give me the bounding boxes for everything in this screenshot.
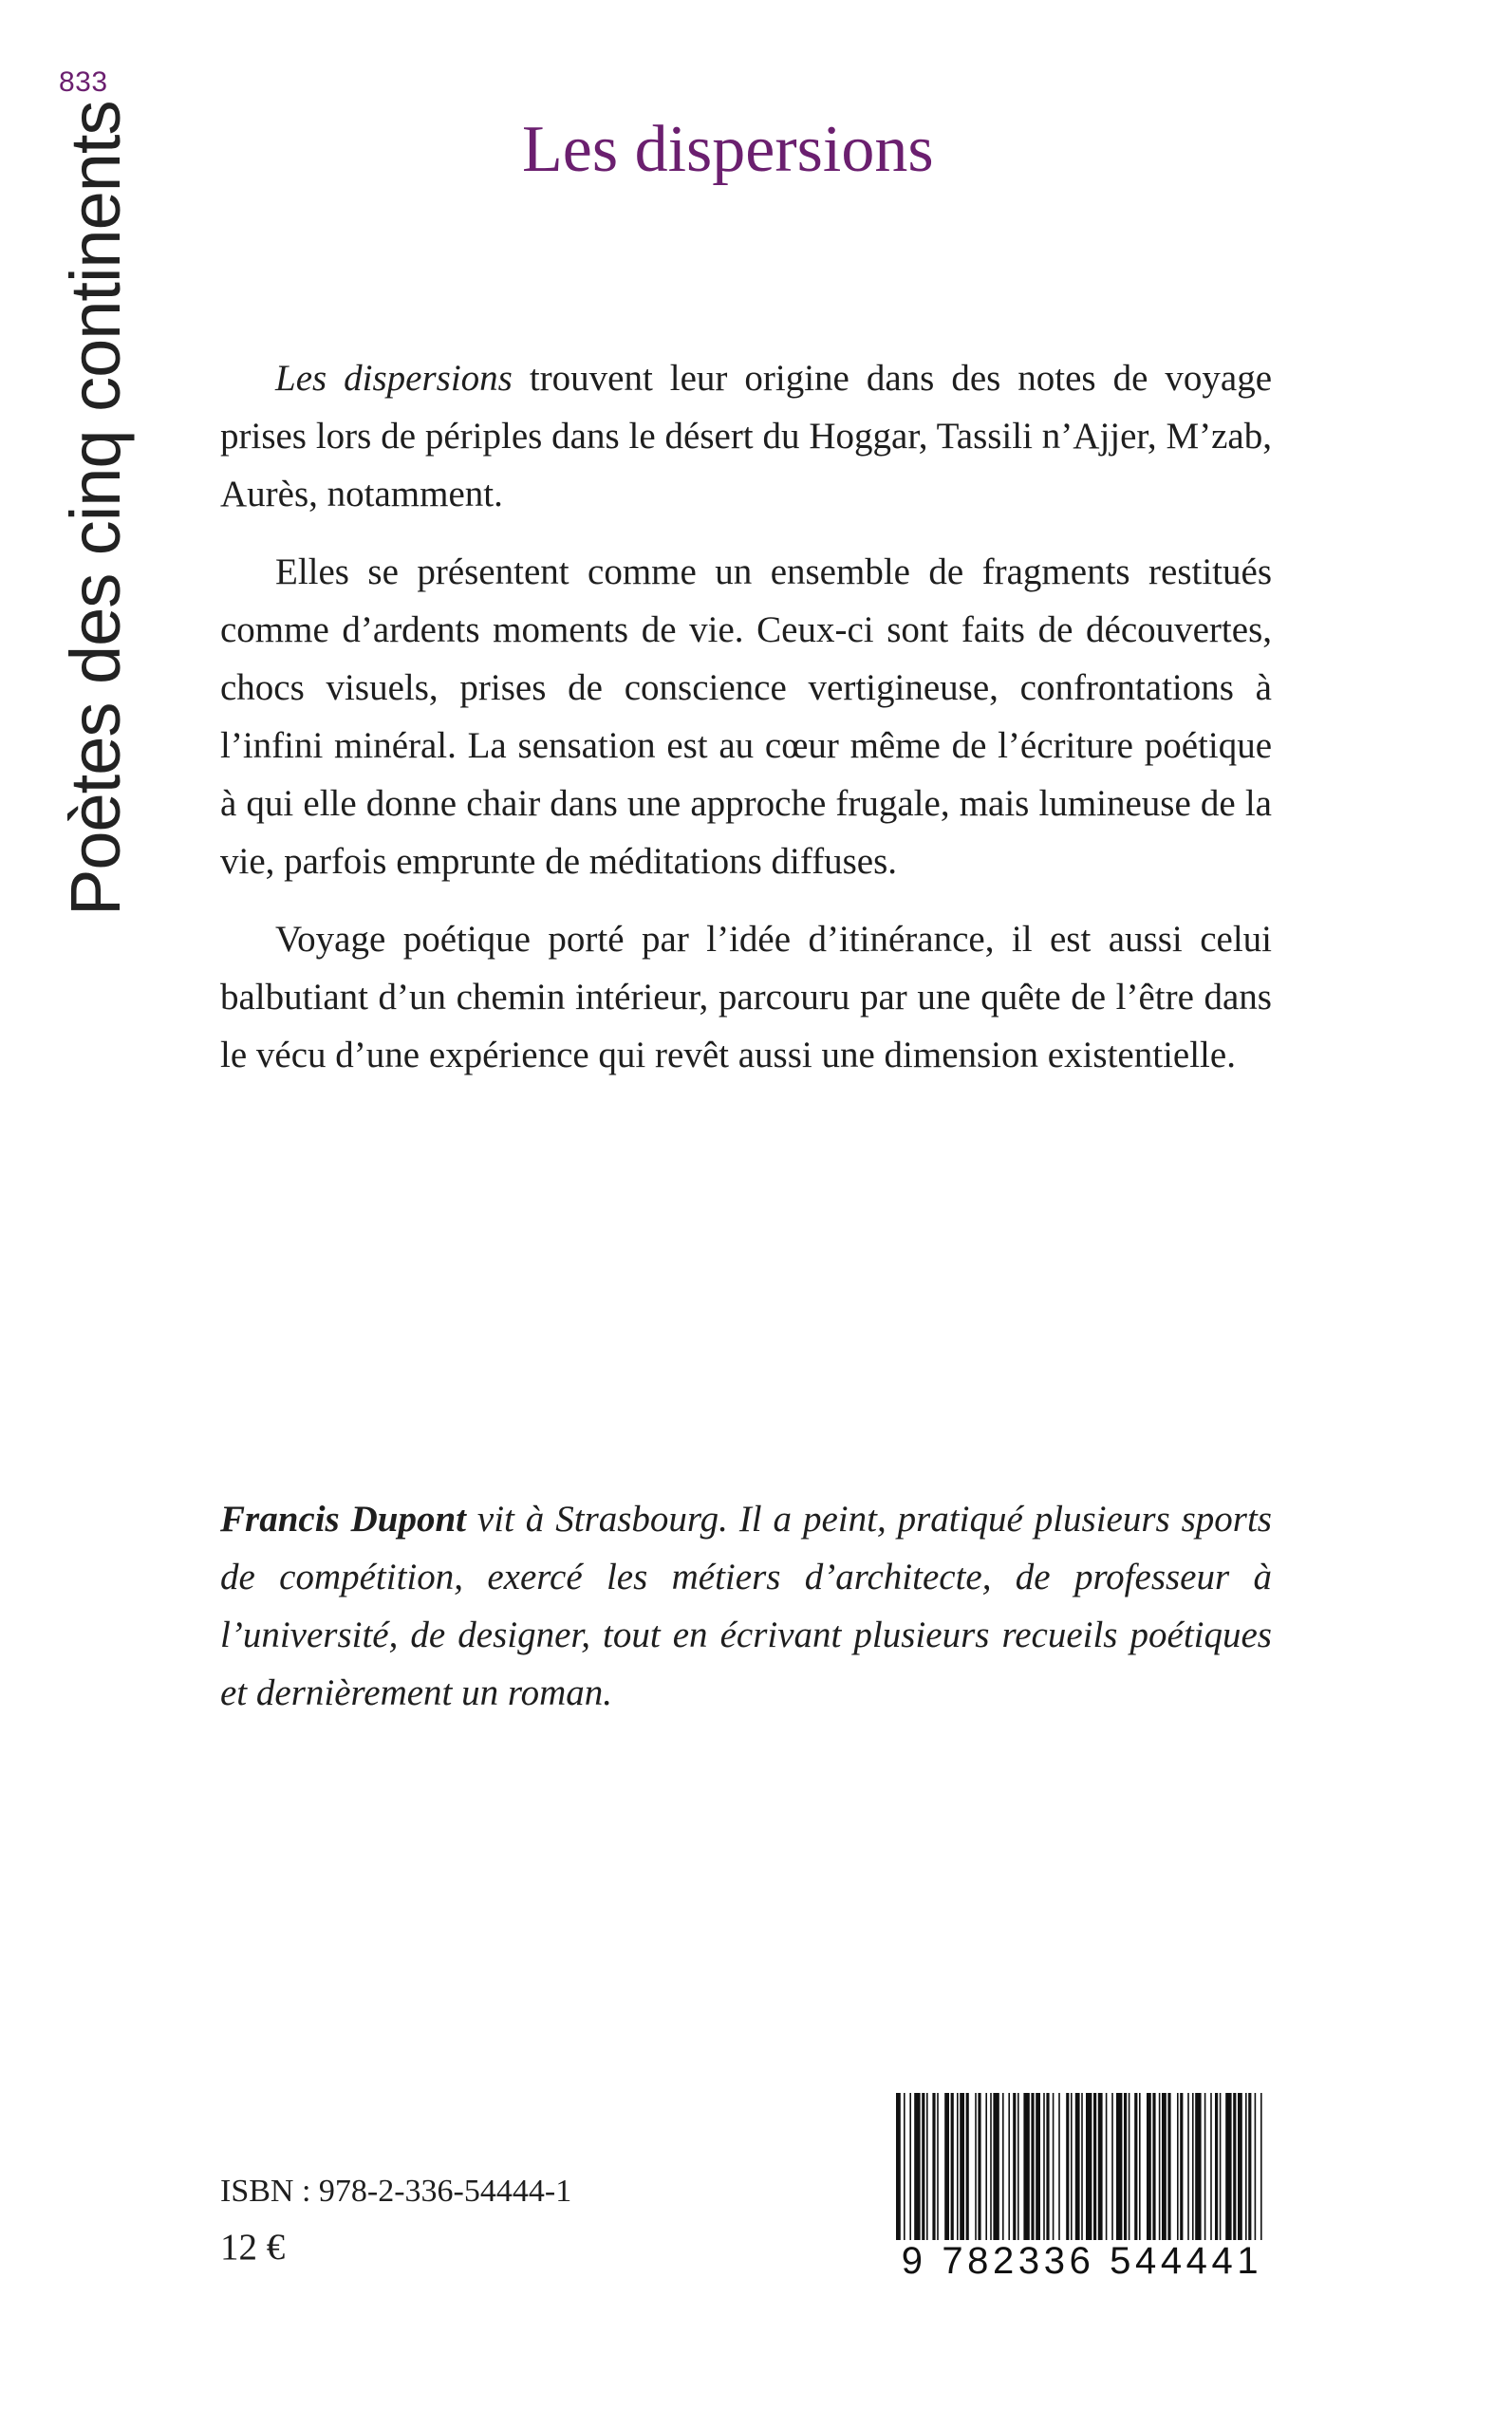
barcode-digits: 9 782336 544441	[892, 2240, 1272, 2283]
series-number: 833	[59, 66, 108, 98]
blurb-title-italic: Les dispersions	[275, 358, 513, 399]
author-bio	[220, 1490, 1272, 1722]
author-bio-text: vit à Strasbourg. Il a peint, pratiqué plusieurs sports de compétition, exercé les métiers d’architecte, de professeur à l’université, de designer, tout en écrivant plusieurs recueils poétiques et dernièrement un roman.	[220, 1499, 1272, 1713]
blurb-paragraph-2: Elles se présentent comme un ensemble de fragments restitués comme d’ardents moments de vie. Ceux-ci sont faits de découvertes, chocs visuels, prises de conscience vertigineuse, confrontations à l’infini minéral. La sensation est au cœur même de l’écriture poétique à qui elle donne chair dans une approche frugale, mais lumineuse de la vie, parfois emprunte de méditations diffuses.	[220, 551, 1272, 882]
author-name: Francis Dupont	[220, 1499, 466, 1540]
blurb-paragraph-3: Voyage poétique porté par l’idée d’itinérance, il est aussi celui balbutiant d’un chemin intérieur, parcouru par une quête de l’être dans le vécu d’une expérience qui revêt aussi une dimension existentielle.	[220, 919, 1272, 1075]
isbn: ISBN : 978-2-336-54444-1	[220, 2174, 572, 2209]
blurb-paragraph-1-text: trouvent leur origine dans des notes de voyage prises lors de périples dans le désert du Hoggar, Tassili n’Ajjer, M’zab, Aurès, notamment.	[220, 358, 1273, 514]
price: 12 €	[220, 2227, 286, 2268]
book-title: Les dispersions	[522, 113, 934, 186]
blurb	[220, 349, 1272, 1104]
blurb-paragraph-1	[220, 349, 1272, 523]
series-name: Poètes des cinq continents	[56, 101, 135, 916]
